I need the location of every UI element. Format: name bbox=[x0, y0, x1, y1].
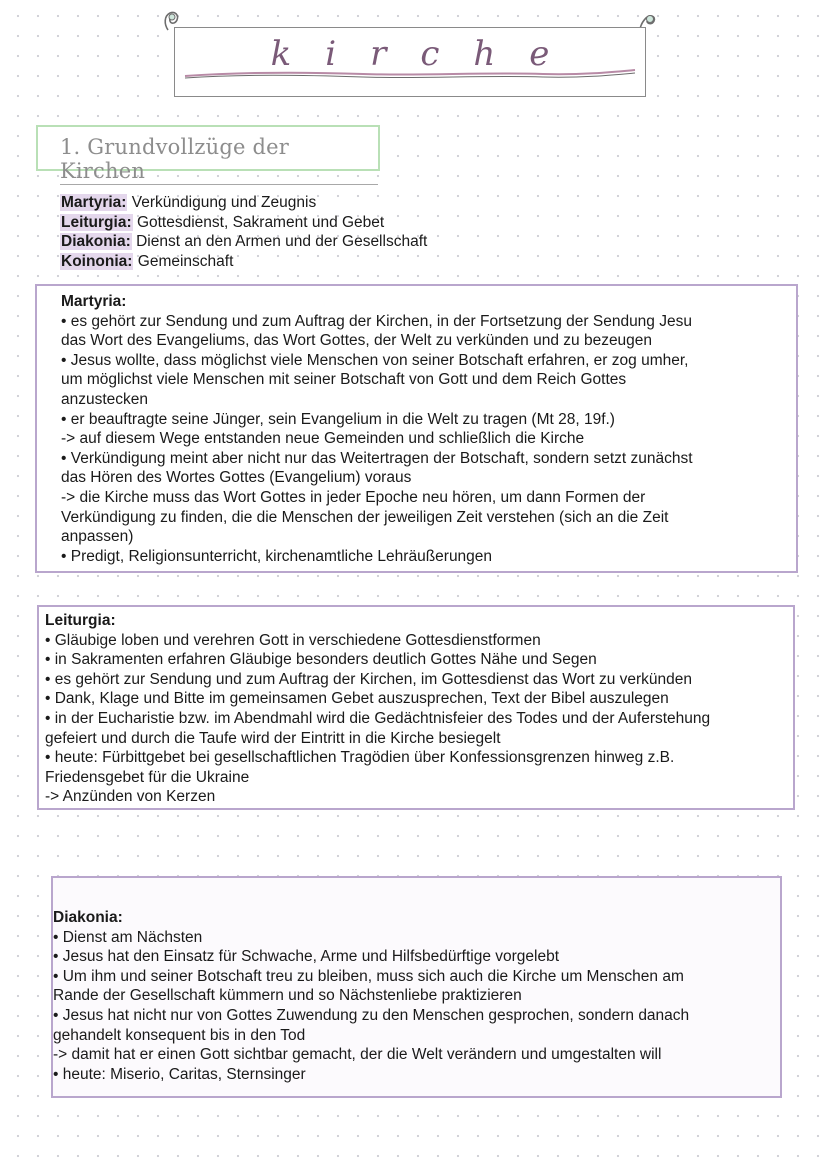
overview-desc: Gottesdienst, Sakrament und Gebet bbox=[136, 213, 385, 231]
overview-term: Leiturgia: bbox=[61, 213, 132, 231]
overview-desc: Gemeinschaft bbox=[137, 252, 234, 270]
overview-item bbox=[60, 252, 427, 272]
martyria-line: Verkündigung zu finden, die die Menschen der jeweiligen Zeit verstehen (sich an die Zeit bbox=[61, 508, 669, 526]
overview-term: Martyria: bbox=[61, 194, 127, 211]
leiturgia-line: • in Sakramenten erfahren Gläubige besonders deutlich Gottes Nähe und Segen bbox=[45, 651, 597, 669]
overview-desc: Verkündigung und Zeugnis bbox=[131, 194, 317, 211]
overview-item bbox=[60, 193, 427, 213]
leiturgia-line: • es gehört zur Sendung und zum Auftrag der Kirchen, im Gottesdienst das Wort zu verkünden bbox=[45, 670, 693, 688]
martyria-line: anzustecken bbox=[61, 390, 149, 408]
diakonia-line: • Dienst am Nächsten bbox=[53, 928, 203, 946]
diakonia-title: Diakonia: bbox=[53, 909, 123, 926]
overview-list bbox=[60, 193, 427, 271]
overview-item bbox=[60, 213, 427, 233]
section-heading-box bbox=[36, 125, 380, 183]
leiturgia-title: Leiturgia: bbox=[45, 612, 116, 629]
martyria-line: • er beauftragte seine Jünger, sein Evangelium in die Welt zu tragen (Mt 28, 19f.) bbox=[61, 410, 615, 428]
diakonia-line: -> damit hat er einen Gott sichtbar gemacht, der die Welt verändern und umgestalten will bbox=[53, 1046, 662, 1064]
leiturgia-line: -> Anzünden von Kerzen bbox=[45, 788, 216, 806]
martyria-line: das Hören des Wortes Gottes (Evangelium) voraus bbox=[61, 469, 412, 487]
leiturgia-line: • Dank, Klage und Bitte im gemeinsamen Gebet auszusprechen, Text der Bibel auszulegen bbox=[45, 690, 669, 708]
martyria-line: -> auf diesem Wege entstanden neue Gemeinden und schließlich die Kirche bbox=[61, 430, 585, 448]
diakonia-line: • heute: Miserio, Caritas, Sternsinger bbox=[53, 1065, 306, 1083]
leiturgia-line: gefeiert und durch die Taufe wird der Eintritt in die Kirche besiegelt bbox=[45, 729, 501, 747]
overview-term: Diakonia: bbox=[61, 233, 131, 250]
diakonia-line: • Um ihm und seiner Botschaft treu zu bleiben, muss sich auch die Kirche um Menschen am bbox=[53, 967, 684, 985]
title-banner bbox=[174, 27, 646, 97]
martyria-line: • es gehört zur Sendung und zum Auftrag der Kirchen, in der Fortsetzung der Sendung Jesu bbox=[61, 312, 692, 330]
overview-item bbox=[60, 232, 427, 252]
martyria-line: • Jesus wollte, dass möglichst viele Menschen von seiner Botschaft erfahren, er zog umher, bbox=[61, 351, 689, 369]
diakonia-line: gehandelt konsequent bis in den Tod bbox=[53, 1026, 306, 1044]
martyria-title: Martyria: bbox=[61, 293, 127, 310]
martyria-box bbox=[35, 284, 798, 573]
martyria-line: • Verkündigung meint aber nicht nur das Weitertragen der Botschaft, sondern setzt zunächst bbox=[61, 449, 693, 467]
martyria-line: um möglichst viele Menschen mit seiner Botschaft von Gott und dem Reich Gottes bbox=[61, 371, 627, 389]
leiturgia-line: Friedensgebet für die Ukraine bbox=[45, 768, 250, 786]
leiturgia-line: • heute: Fürbittgebet bei gesellschaftlichen Tragödien über Konfessionsgrenzen hinweg z.B. bbox=[45, 749, 675, 767]
martyria-line: anpassen) bbox=[61, 528, 134, 546]
leiturgia-line: • Gläubige loben und verehren Gott in verschiedene Gottesdienstformen bbox=[45, 631, 541, 649]
section-heading: 1. Grundvollzüge der Kirchen bbox=[60, 135, 378, 185]
page-title: kirche bbox=[270, 34, 584, 74]
martyria-line: das Wort des Evangeliums, das Wort Gottes, der Welt zu verkünden und zu bezeugen bbox=[61, 332, 653, 350]
overview-term: Koinonia: bbox=[61, 252, 133, 270]
leiturgia-line: • in der Eucharistie bzw. im Abendmahl wird die Gedächtnisfeier des Todes und der Auferstehung bbox=[45, 709, 711, 727]
diakonia-line: Rande der Gesellschaft kümmern und so Nächstenliebe praktizieren bbox=[53, 987, 522, 1005]
leiturgia-box bbox=[37, 605, 795, 810]
martyria-line: • Predigt, Religionsunterricht, kirchenamtliche Lehräußerungen bbox=[61, 547, 493, 565]
overview-desc: Dienst an den Armen und der Gesellschaft bbox=[136, 233, 428, 250]
diakonia-box bbox=[51, 876, 782, 1098]
martyria-line: -> die Kirche muss das Wort Gottes in jeder Epoche neu hören, um dann Formen der bbox=[61, 488, 646, 506]
diakonia-line: • Jesus hat nicht nur von Gottes Zuwendung zu den Menschen gesprochen, sondern danach bbox=[53, 1006, 690, 1024]
diakonia-line: • Jesus hat den Einsatz für Schwache, Arme und Hilfsbedürftige vorgelebt bbox=[53, 948, 560, 966]
